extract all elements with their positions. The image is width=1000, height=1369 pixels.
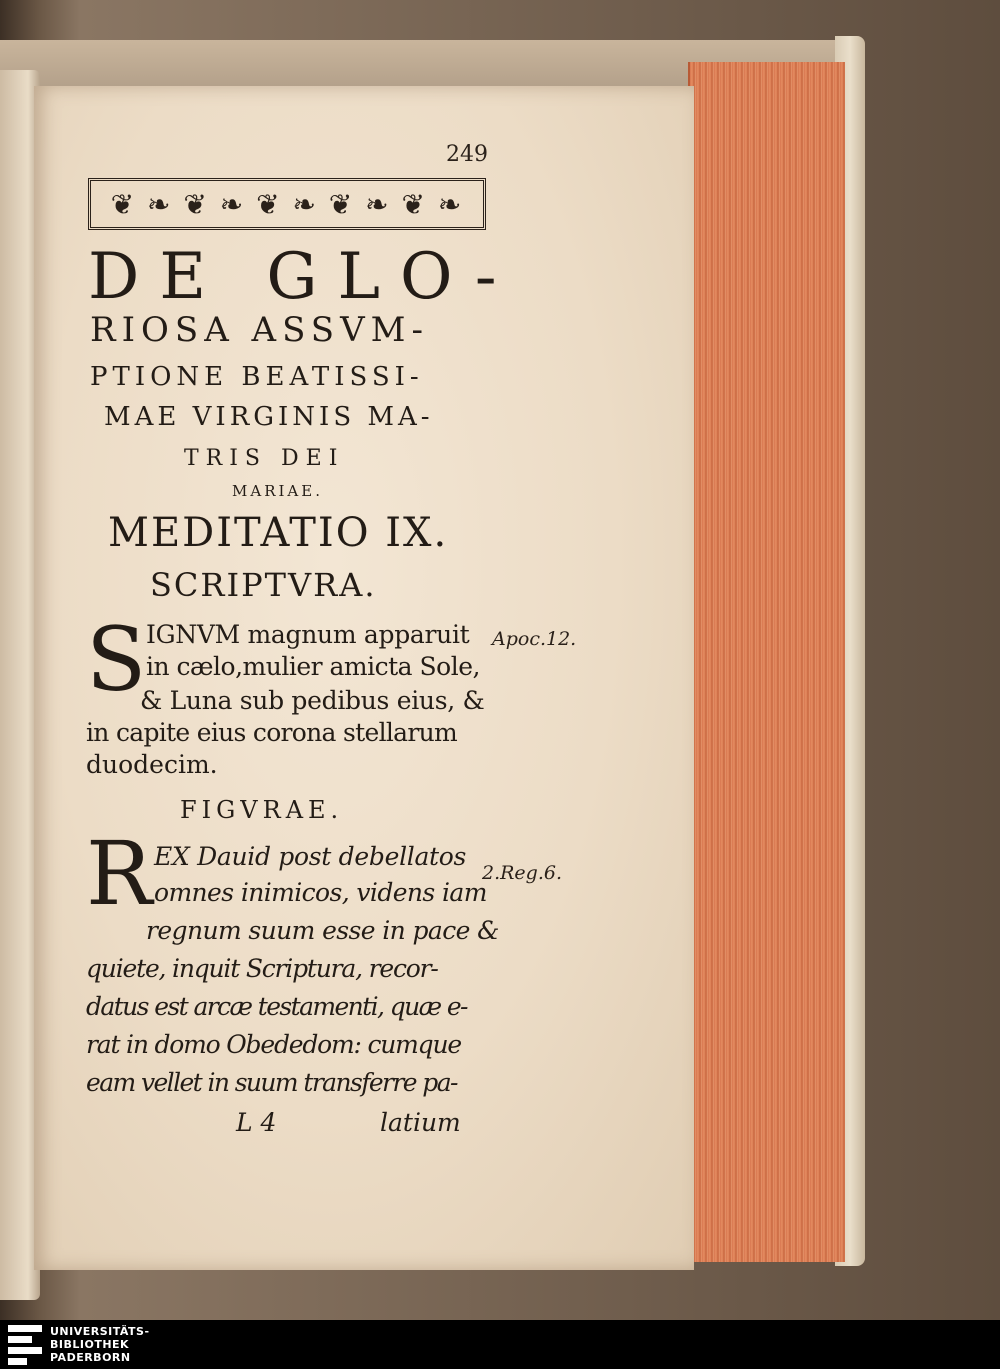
figurae-line-5: datus est arcæ testamenti, quæ e-	[86, 992, 467, 1021]
scripture-line-4: in capite eius corona stellarum	[86, 718, 458, 747]
scripture-line-5: duodecim.	[86, 750, 218, 779]
figurae-line-6: rat in domo Obededom: cumque	[86, 1030, 461, 1059]
scripture-line-2: in cælo,mulier amicta Sole,	[146, 652, 480, 681]
figurae-line-2: omnes inimicos, videns iam	[154, 878, 487, 907]
figurae-line-7: eam vellet in suum transferre pa-	[86, 1068, 457, 1097]
scripture-line-3: & Luna sub pedibus eius, &	[140, 686, 485, 715]
title-line-1: DE GLO-	[88, 240, 517, 314]
scriptura-heading: SCRIPTVRA.	[150, 566, 377, 604]
margin-note-reg: 2.Reg.6.	[482, 862, 563, 884]
library-name	[50, 1325, 150, 1364]
figurae-line-1: EX Dauid post debellatos	[154, 842, 467, 871]
meditatio-heading: MEDITATIO IX.	[108, 510, 449, 556]
page-number: 249	[446, 142, 488, 167]
scripture-line-1: IGNVM magnum apparuit	[146, 620, 470, 649]
figurae-line-4: quiete, inquit Scriptura, recor-	[86, 954, 438, 983]
signature-mark: L 4	[236, 1108, 277, 1137]
title-line-4: MAE VIRGINIS MA-	[104, 402, 434, 432]
library-name-line-1: UNIVERSITÄTS-	[50, 1325, 150, 1338]
catchword: latium	[380, 1108, 461, 1137]
library-name-line-2: BIBLIOTHEK	[50, 1338, 130, 1351]
figurae-heading: FIGVRAE.	[180, 796, 344, 824]
title-line-3: PTIONE BEATISSI-	[90, 362, 424, 392]
title-line-6: MARIAE.	[232, 482, 323, 500]
library-footer	[0, 1320, 1000, 1369]
figurae-dropcap: R	[86, 822, 153, 925]
figurae-line-3: regnum suum esse in pace &	[146, 916, 499, 945]
title-line-2: RIOSA ASSVM-	[90, 310, 429, 350]
library-name-line-3: PADERBORN	[50, 1351, 131, 1364]
title-line-5: TRIS DEI	[184, 446, 345, 471]
margin-note-apoc: Apoc.12.	[492, 628, 577, 650]
library-logo-icon	[8, 1325, 42, 1365]
scripture-dropcap: S	[86, 608, 147, 711]
page-fore-edge	[688, 62, 845, 1262]
ornament-band: ❦ ❧ ❦ ❧ ❦ ❧ ❦ ❧ ❦ ❧	[88, 178, 486, 230]
